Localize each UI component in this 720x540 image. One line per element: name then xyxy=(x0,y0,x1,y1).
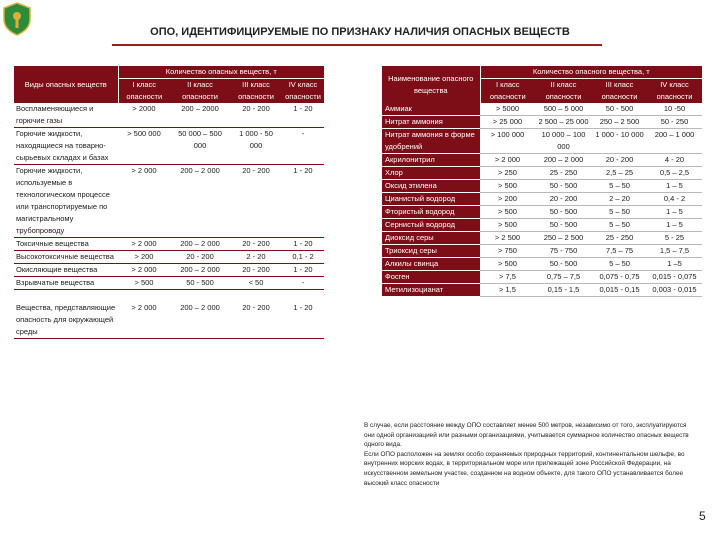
class-3-value: 0,015 - 0,15 xyxy=(592,284,647,297)
row-label: Акрилонитрил xyxy=(382,154,480,167)
class-2-value: 250 – 2 500 xyxy=(535,232,592,245)
class-2-value: 200 – 2000 xyxy=(170,103,230,128)
class-1-value: > 500 xyxy=(480,206,535,219)
class-3-value: 20 - 200 xyxy=(230,165,282,238)
class-3-value: 25 - 250 xyxy=(592,232,647,245)
table-row xyxy=(382,232,702,245)
class-2-value: 10 000 – 100 000 xyxy=(535,129,592,154)
class-4-value: 10 -50 xyxy=(647,103,702,116)
column-header-class-2: II класс опасности xyxy=(535,79,592,104)
class-2-value: 200 – 2 000 xyxy=(170,238,230,251)
row-label: Оксид этилена xyxy=(382,180,480,193)
class-4-value: - xyxy=(282,128,324,165)
table-row xyxy=(382,271,702,284)
class-1-value: > 2 000 xyxy=(118,238,170,251)
class-3-value: 20 - 200 xyxy=(230,103,282,128)
class-2-value: 2 500 – 25 000 xyxy=(535,116,592,129)
column-header-class-4: IV класс опасности xyxy=(282,79,324,104)
class-3-value: 20 - 200 xyxy=(592,154,647,167)
row-label: Вещества, представляющие опасность для окружающей среды xyxy=(14,302,118,339)
emblem-icon xyxy=(2,2,32,36)
class-2-value: 50 - 500 xyxy=(535,206,592,219)
class-2-value: 25 - 250 xyxy=(535,167,592,180)
class-4-value: 4 - 20 xyxy=(647,154,702,167)
class-3-value: 2,5 – 25 xyxy=(592,167,647,180)
class-2-value: 50 - 500 xyxy=(535,180,592,193)
table-row xyxy=(382,193,702,206)
row-label: Горючие жидкости, используемые в технологическом процессе или транспортируемые по магистральному трубопроводу xyxy=(14,165,118,238)
row-label: Аммиак xyxy=(382,103,480,116)
class-1-value: > 25 000 xyxy=(480,116,535,129)
table-row xyxy=(382,219,702,232)
class-3-value: 250 – 2 500 xyxy=(592,116,647,129)
footnote-protected-areas-rule: Если ОПО расположен на землях особо охраняемых природных территорий, континентальном шельфе, во внутренних морских водах, в территориальном море или прилежащей зоне Российской Федерации, на искусственном земельном участке, созданном на водном объекте, для такого ОПО устанавливается более высокий класс опасности xyxy=(364,450,685,487)
class-4-value: 1 - 20 xyxy=(282,238,324,251)
class-3-value: 0,075 - 0,75 xyxy=(592,271,647,284)
column-header-class-3: III класс опасности xyxy=(230,79,282,104)
class-3-value: 20 - 200 xyxy=(230,264,282,277)
class-4-value: 1 - 20 xyxy=(282,103,324,128)
class-3-value: 1 000 - 10 000 xyxy=(592,129,647,154)
column-header-quantity: Количество опасных веществ, т xyxy=(118,66,324,79)
table-row xyxy=(14,251,324,264)
class-1-value: > 100 000 xyxy=(480,129,535,154)
footnote-distance-rule: В случае, если расстояние между ОПО составляет менее 500 метров, независимо от того, эксплуатируются они одной организацией или разными организациями, учитывается суммарное количество опасных веществ одного вида. xyxy=(364,422,689,449)
row-label: Взрывчатые вещества xyxy=(14,277,118,290)
class-4-value: 0,015 - 0,075 xyxy=(647,271,702,284)
class-1-value: > 2 500 xyxy=(480,232,535,245)
class-4-value: - xyxy=(282,277,324,290)
row-label: Воспламеняющиеся и горючие газы xyxy=(14,103,118,128)
column-header-class-3: III класс опасности xyxy=(592,79,647,104)
table-row xyxy=(382,284,702,297)
table-row xyxy=(14,302,324,339)
class-3-value: 1 000 - 50 000 xyxy=(230,128,282,165)
class-1-value: > 2000 xyxy=(118,103,170,128)
footnote xyxy=(364,421,694,488)
table-row xyxy=(14,165,324,238)
class-2-value: 200 – 2 000 xyxy=(535,154,592,167)
title-rule xyxy=(112,44,602,46)
class-2-value: 200 – 2 000 xyxy=(170,302,230,339)
class-3-value: 2 - 20 xyxy=(230,251,282,264)
class-4-value: 1 –5 xyxy=(647,258,702,271)
column-header-class-4: IV класс опасности xyxy=(647,79,702,104)
table-row xyxy=(14,264,324,277)
table-row xyxy=(382,154,702,167)
class-3-value: 2 – 20 xyxy=(592,193,647,206)
row-label: Метилизоцианат xyxy=(382,284,480,297)
table-row xyxy=(382,245,702,258)
table-row xyxy=(382,258,702,271)
named-substances-table xyxy=(382,66,702,297)
class-2-value: 75 - 750 xyxy=(535,245,592,258)
table-row xyxy=(382,206,702,219)
class-1-value: > 500 xyxy=(480,180,535,193)
class-2-value: 50 - 500 xyxy=(535,258,592,271)
class-4-value: 50 - 250 xyxy=(647,116,702,129)
column-header-class-2: II класс опасности xyxy=(170,79,230,104)
class-4-value: 1 - 20 xyxy=(282,264,324,277)
row-label: Алкилы свинца xyxy=(382,258,480,271)
class-4-value: 1 - 20 xyxy=(282,302,324,339)
column-header-substance-types: Виды опасных веществ xyxy=(14,66,118,103)
class-2-value: 20 - 200 xyxy=(170,251,230,264)
row-label: Нитрат аммония в форме удобрений xyxy=(382,129,480,154)
class-3-value: 5 – 50 xyxy=(592,180,647,193)
page-number: 5 xyxy=(699,509,706,523)
class-1-value: > 1,5 xyxy=(480,284,535,297)
class-1-value: > 500 xyxy=(480,258,535,271)
class-4-value: 1,5 – 7,5 xyxy=(647,245,702,258)
hazard-types-table xyxy=(14,66,324,339)
class-3-value: 5 – 50 xyxy=(592,219,647,232)
class-3-value: 5 – 50 xyxy=(592,206,647,219)
class-1-value: > 2 000 xyxy=(118,264,170,277)
class-1-value: > 2 000 xyxy=(118,165,170,238)
class-2-value: 50 000 – 500 000 xyxy=(170,128,230,165)
class-1-value: > 2 000 xyxy=(480,154,535,167)
class-2-value: 0,15 - 1,5 xyxy=(535,284,592,297)
spacer-row xyxy=(14,290,324,302)
row-label: Фосген xyxy=(382,271,480,284)
column-header-substance-name: Наименование опасного вещества xyxy=(382,66,480,103)
row-label: Сернистый водород xyxy=(382,219,480,232)
row-label: Хлор xyxy=(382,167,480,180)
row-label: Высокотоксичные вещества xyxy=(14,251,118,264)
class-3-value: 5 – 50 xyxy=(592,258,647,271)
class-2-value: 50 - 500 xyxy=(170,277,230,290)
class-1-value: > 200 xyxy=(480,193,535,206)
table-row xyxy=(14,103,324,128)
row-label: Фтористый водород xyxy=(382,206,480,219)
class-4-value: 0,4 - 2 xyxy=(647,193,702,206)
class-3-value: < 50 xyxy=(230,277,282,290)
row-label: Диоксид серы xyxy=(382,232,480,245)
class-1-value: > 2 000 xyxy=(118,302,170,339)
class-4-value: 200 – 1 000 xyxy=(647,129,702,154)
page-title: ОПО, ИДЕНТИФИЦИРУЕМЫЕ ПО ПРИЗНАКУ НАЛИЧИЯ ОПАСНЫХ ВЕЩЕСТВ xyxy=(150,26,570,38)
row-label: Нитрат аммония xyxy=(382,116,480,129)
class-1-value: > 750 xyxy=(480,245,535,258)
table-row xyxy=(382,129,702,154)
class-2-value: 0,75 – 7,5 xyxy=(535,271,592,284)
class-1-value: > 5000 xyxy=(480,103,535,116)
class-1-value: > 250 xyxy=(480,167,535,180)
table-row xyxy=(382,103,702,116)
column-header-quantity: Количество опасного вещества, т xyxy=(480,66,702,79)
table-row xyxy=(382,167,702,180)
class-3-value: 50 - 500 xyxy=(592,103,647,116)
class-1-value: > 500 xyxy=(118,277,170,290)
table-row xyxy=(14,238,324,251)
class-3-value: 20 - 200 xyxy=(230,302,282,339)
row-label: Токсичные вещества xyxy=(14,238,118,251)
class-4-value: 0,003 - 0,015 xyxy=(647,284,702,297)
column-header-class-1: I класс опасности xyxy=(118,79,170,104)
class-1-value: > 500 xyxy=(480,219,535,232)
row-label: Окисляющие вещества xyxy=(14,264,118,277)
class-2-value: 20 - 200 xyxy=(535,193,592,206)
class-2-value: 500 – 5 000 xyxy=(535,103,592,116)
column-header-class-1: I класс опасности xyxy=(480,79,535,104)
class-4-value: 0,5 – 2,5 xyxy=(647,167,702,180)
class-2-value: 200 – 2 000 xyxy=(170,165,230,238)
table-row xyxy=(382,116,702,129)
class-1-value: > 500 000 xyxy=(118,128,170,165)
class-1-value: > 7,5 xyxy=(480,271,535,284)
class-4-value: 1 – 5 xyxy=(647,206,702,219)
row-label: Триоксид серы xyxy=(382,245,480,258)
class-4-value: 5 - 25 xyxy=(647,232,702,245)
table-row xyxy=(14,277,324,290)
class-3-value: 7,5 – 75 xyxy=(592,245,647,258)
class-4-value: 0,1 - 2 xyxy=(282,251,324,264)
class-1-value: > 200 xyxy=(118,251,170,264)
class-2-value: 50 - 500 xyxy=(535,219,592,232)
row-label: Горючие жидкости, находящиеся на товарно-сырьевых складах и базах xyxy=(14,128,118,165)
class-3-value: 20 - 200 xyxy=(230,238,282,251)
class-4-value: 1 – 5 xyxy=(647,219,702,232)
class-4-value: 1 – 5 xyxy=(647,180,702,193)
class-4-value: 1 - 20 xyxy=(282,165,324,238)
table-row xyxy=(382,180,702,193)
row-label: Цианистый водород xyxy=(382,193,480,206)
table-row xyxy=(14,128,324,165)
class-2-value: 200 – 2 000 xyxy=(170,264,230,277)
